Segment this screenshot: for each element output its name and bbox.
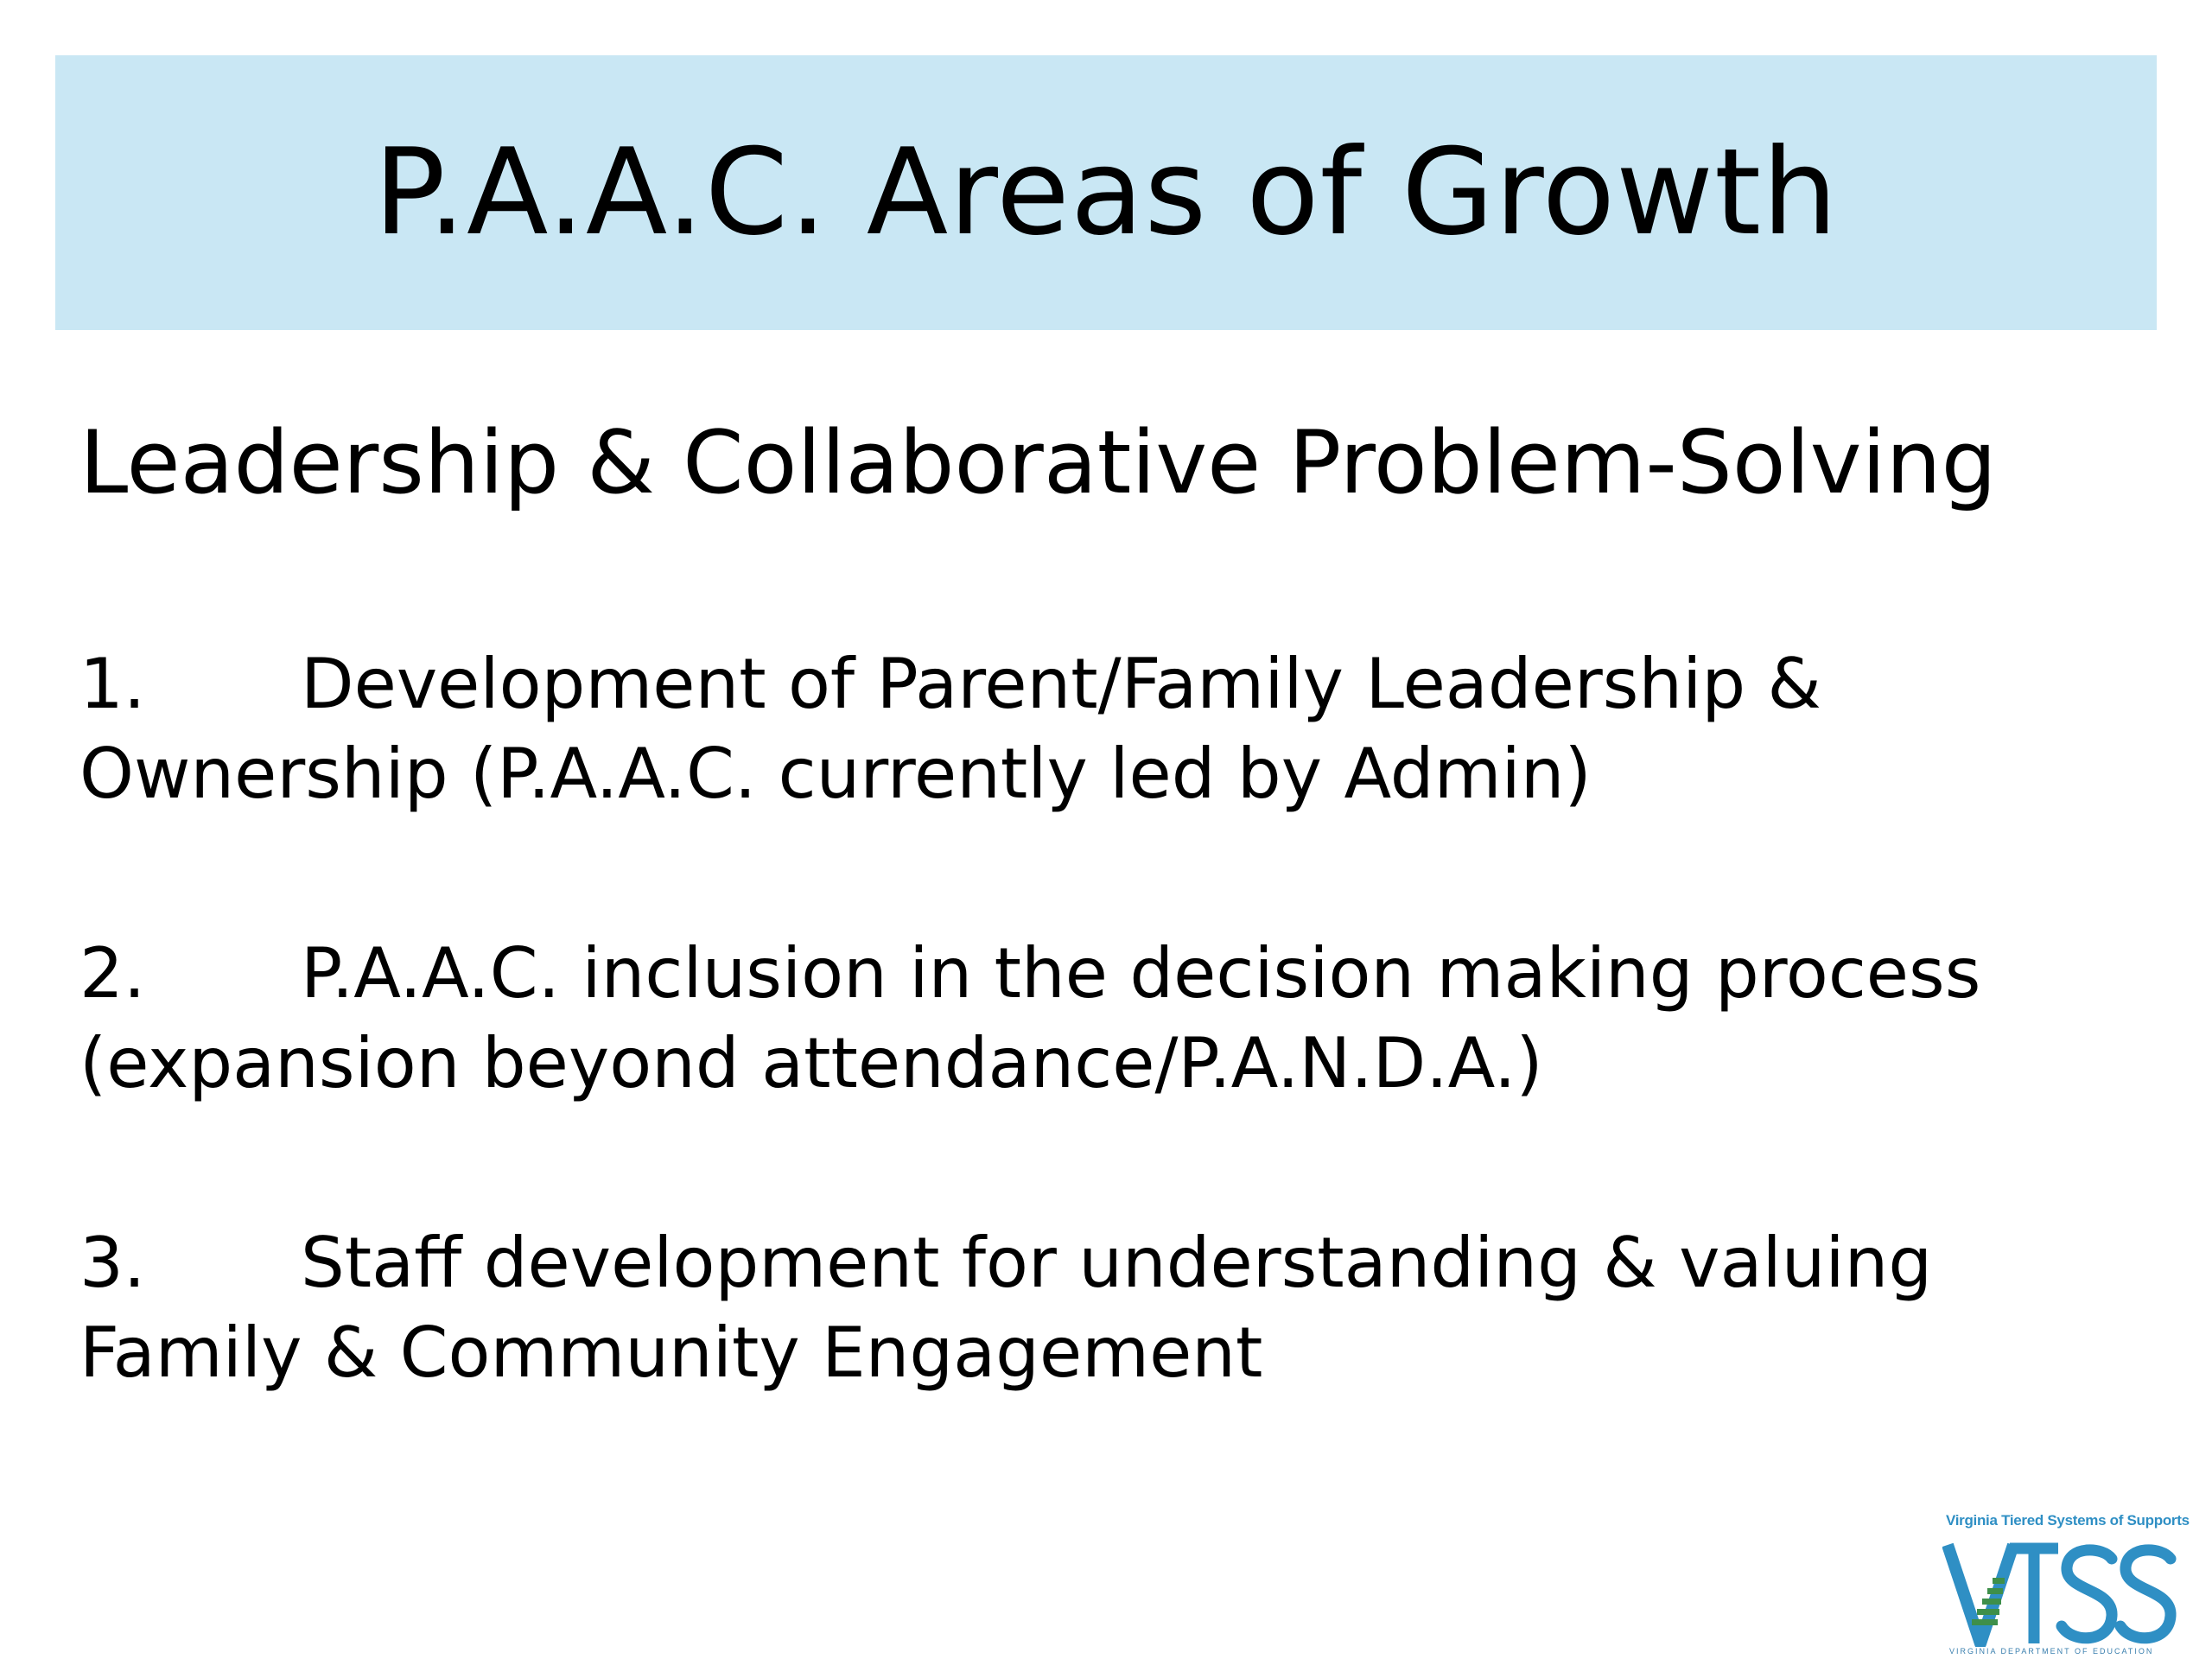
vtss-wordmark-icon <box>1942 1529 2212 1647</box>
list-item-line <box>79 639 1821 729</box>
list-item-line <box>79 929 1980 1019</box>
list-item-line: Ownership (P.A.A.C. currently led by Admin) <box>79 734 1592 814</box>
list-item-text: P.A.A.C. inclusion in the decision making process <box>301 933 1981 1014</box>
logo-wordmark-text: VTSS <box>1942 1529 1945 1530</box>
list-item-number: 3. <box>79 1223 146 1303</box>
list-item <box>79 1218 1932 1398</box>
logo-footer: VIRGINIA DEPARTMENT OF EDUCATION <box>1949 1647 2154 1656</box>
list-item-line <box>79 1218 1932 1308</box>
logo-tagline: Virginia Tiered Systems of Supports <box>1946 1512 2190 1529</box>
slide-title: P.A.A.C. Areas of Growth <box>373 123 1839 262</box>
slide-subtitle: Leadership & Collaborative Problem-Solving <box>79 411 1997 513</box>
list-item <box>79 929 1980 1109</box>
list-item-number: 1. <box>79 644 146 724</box>
list-item-text: Staff development for understanding & valuing <box>301 1223 1933 1303</box>
list-item-text: Development of Parent/Family Leadership & <box>301 644 1821 724</box>
list-item-number: 2. <box>79 933 146 1014</box>
list-item-line: Family & Community Engagement <box>79 1313 1263 1393</box>
list-item <box>79 639 1821 819</box>
vtss-logo <box>1942 1512 2212 1659</box>
list-item-line: (expansion beyond attendance/P.A.N.D.A.) <box>79 1023 1543 1103</box>
title-banner <box>55 55 2157 330</box>
